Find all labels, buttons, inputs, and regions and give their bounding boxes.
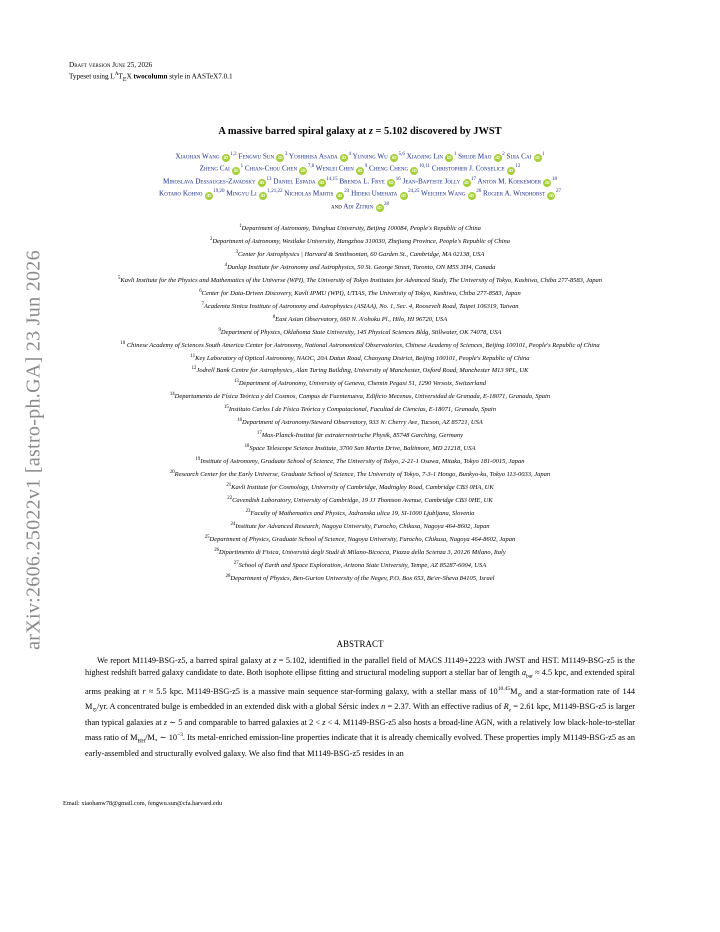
affiliation-list (58, 222, 662, 585)
paper-title: A massive barred spiral galaxy at z = 5.102 discovered by JWST (218, 126, 502, 137)
affiliation-item: $^{15}$Instituto Carlos I de Física Teórica y Computacional, Facultad de Ciencias, E-18071, Granada, Spain (224, 405, 496, 414)
affiliation-item: $^{27}$School of Earth and Space Exploration, Arizona State University, Tempe, AZ 85287-6004, USA (233, 560, 487, 569)
affiliation-item: $^3$Center for Astrophysics | Harvard & Smithsonian, 60 Garden St., Cambridge, MA 02138, USA (235, 249, 485, 259)
affiliation-item: $^2$Department of Astronomy, Westlake University, Hangzhou 310030, Zhejiang Province, People's Republic of China (209, 236, 511, 246)
affiliation-item: $^{11}$Key Laboratory of Optical Astronomy, NAOC, 20A Datun Road, Chaoyang District, Beijing 100101, People's Republic of China (190, 353, 530, 362)
draft-version: Draft version June 25, 2026 (69, 61, 153, 69)
affiliation-item: $^{18}$Space Telescope Science Institute, 3700 San Martin Drive, Baltimore, MD 21218, USA (244, 444, 476, 453)
arxiv-sidebar-stamp (14, 220, 54, 680)
affiliation-item: $^{26}$Dipartimento di Fisica, Università degli Studi di Milano-Bicocca, Piazza della Scienza 3, 20126 Milano, Italy (214, 547, 506, 556)
affiliation-item: $^{12}$Jodrell Bank Centre for Astrophysics, Alan Turing Building, University of Manchester, Oxford Road, Manchester M13 9PL, UK (191, 366, 529, 375)
affiliation-item: $^5$Kavli Institute for the Physics and Mathematics of the Universe (WPI), The University of Tokyo Institutes for Advanced Study, The University of Tokyo, Kashiwa, Chiba 277-8583, Japan (117, 275, 602, 284)
typeset-note: Typeset using $L^AT_EX$ twocolumn style in AASTeX7.0.1 (69, 72, 233, 83)
draft-header (69, 61, 233, 85)
affiliation-item: $^{17}$Max-Planck-Institut für extraterrestrische Physik, 85748 Garching, Germany (256, 431, 464, 440)
affiliation-item: $^{13}$Department of Astronomy, University of Geneva, Chemin Pegasi 51, 1290 Versoix, Switzerland (234, 379, 486, 388)
affiliation-item: $^7$Academia Sinica Institute of Astronomy and Astrophysics (ASIAA), No. 1, Sec. 4, Roosevelt Road, Taipei 106319, Taiwan (201, 301, 519, 310)
affiliation-item: $^{19}$Institute of Astronomy, Graduate School of Science, The University of Tokyo, 2-21-1 Osawa, Mitaka, Tokyo 181-0015, Japan (195, 457, 525, 466)
affiliation-item: $^{24}$Institute for Advanced Research, Nagoya University, Furocho, Chikusa, Nagoya 464-8602, Japan (230, 521, 490, 531)
email-footnote: Email: xiaohanw78@gmail.com, fengwu.sun@cfa.harvard.edu (63, 800, 223, 807)
affiliation-item: $^{22}$Cavendish Laboratory, University of Cambridge, 19 JJ Thomson Avenue, Cambridge CB3 0HE, UK (227, 496, 493, 505)
affiliation-item: $^{23}$Faculty of Mathematics and Physics, Jadranska ulica 19, SI-1000 Ljubljana, Slovenia (245, 508, 475, 518)
abstract-heading: ABSTRACT (336, 639, 384, 649)
author-list: Xiaohan Wang iD$^{1,2}$ Fengwu Sun $iD^3$ Yoshihisa Asada $iD^4$ Yunjing Wu iD$^{5,6}$ Xiaojing Lin $iD^1$ Shude Mao $iD^2$ Sijia Cai $iD^1$ Zheng Cai $iD^1$ Chian-Chou Chen iD$^{7,8}$ Wenlei Chen $iD^9$ Cheng Cheng iD$^{10,11}$ Christopher J. Conselice $iD^{12}$ Miroslava Dessauges-Zavadsky $iD^{13}$ Daniel Espada iD$^{14,15}$ Brenda L. Frye $iD^{16}$ Jean-Baptiste Jolly $iD^{17}$ Anton M. Koekemoer $iD^{18}$ Kotaro Kohno iD$^{19,20}$ Mingyu Li iD$^{1,21,22}$ Nicholas Martis $iD^{23}$ Hideki Umehata iD$^{24,25}$ Weichen Wang $iD^{26}$ Rogier A. Windhorst $iD^{27}$ and Adi Zitrin $iD^{28}$ (159, 152, 561, 210)
affiliation-item: $^8$East Asian Observatory, 660 N. A'ohoku Pl., Hilo, HI 96720, USA (272, 314, 448, 323)
affiliation-item: $^9$Department of Physics, Oklahoma State University, 145 Physical Sciences Bldg, Stillwater, OK 74078, USA (218, 327, 502, 336)
affiliation-item: $^{14}$Departamento de Física Teórica y del Cosmos, Campus de Fuentenueva, Edificio Mecenas, Universidad de Granada, E-18071, Granada, Spain (169, 392, 551, 401)
affiliation-item: $^{21}$Kavli Institute for Cosmology, University of Cambridge, Madingley Road, Cambridge CB3 0HA, UK (226, 483, 494, 492)
affiliation-item: $^1$Department of Astronomy, Tsinghua University, Beijing 100084, People's Republic of China (239, 224, 481, 233)
affiliation-item: $^6$Center for Data-Driven Discovery, Kavli IPMU (WPI), UTIAS, The University of Tokyo, Kashiwa, Chiba 277-8583, Japan (199, 288, 521, 297)
affiliation-item: $^{20}$Research Center for the Early Universe, Graduate School of Science, The University of Tokyo, 7-3-1 Hongo, Bunkyo-ku, Tokyo 113-0033, Japan (169, 470, 551, 479)
affiliation-item: $^{28}$Department of Physics, Ben-Gurion University of the Negev, P.O. Box 653, Be'er-Sheva 84105, Israel (225, 573, 495, 582)
affiliation-item: $^4$Dunlap Institute for Astronomy and Astrophysics, 50 St. George Street, Toronto, ON M5S 3H4, Canada (224, 262, 496, 272)
affiliation-item: $^{10}$ Chinese Academy of Sciences South America Center for Astronomy, National Astronomical Observatories, Chinese Academy of Sciences, Beijing 100101, People's Republic of China (120, 340, 600, 349)
affiliation-item: $^{25}$Department of Physics, Graduate School of Science, Nagoya University, Furocho, Chikusa, Nagoya 464-8602, Japan (204, 534, 516, 544)
abstract-text: We report M1149-BSG-z5, a barred spiral galaxy at z = 5.102, identified in the parallel field of MACS J1149+2223 with JWST and HST. M1149-BSG-z5 is the highest redshift barred galaxy candidate to date. Both isophote ellipse fitting and structural modeling support a stellar bar of length $a_{bar} \approx 4.5$ kpc, and extended spiral arms peaking at r ≈ 5.5 kpc. M1149-BSG-z5 is a massive main sequence star-forming galaxy, with a stellar mass of $10^{10.45}M_⊙$ and a star-formation rate of 144 $M_⊙/yr$. A concentrated bulge is embedded in an extended disk with a global Sérsic index n = 2.37. With an effective radius of $R_e = 2.61$ kpc, M1149-BSG-z5 is larger than typical galaxies at z ∼ 5 and comparable to barred galaxies at 2 < z < 4. M1149-BSG-z5 also hosts a broad-line AGN, with a relatively low black-hole-to-stellar mass ratio of $M_{BH}/M_*$ ∼ $10^{-3}$. Its metal-enriched emission-line properties indicate that it is already chemically evolved. These properties imply M1149-BSG-z5 as an early-assembled and structurally evolved galaxy. We also find that M1149-BSG-z5 resides in an (85, 656, 636, 758)
affiliation-item: $^{16}$Department of Astronomy/Steward Observatory, 933 N. Cherry Ave, Tucson, AZ 85721, USA (237, 418, 483, 427)
arxiv-id: arXiv:2606.25022v1 [astro-ph.GA] 23 Jun 2026 (22, 250, 45, 650)
